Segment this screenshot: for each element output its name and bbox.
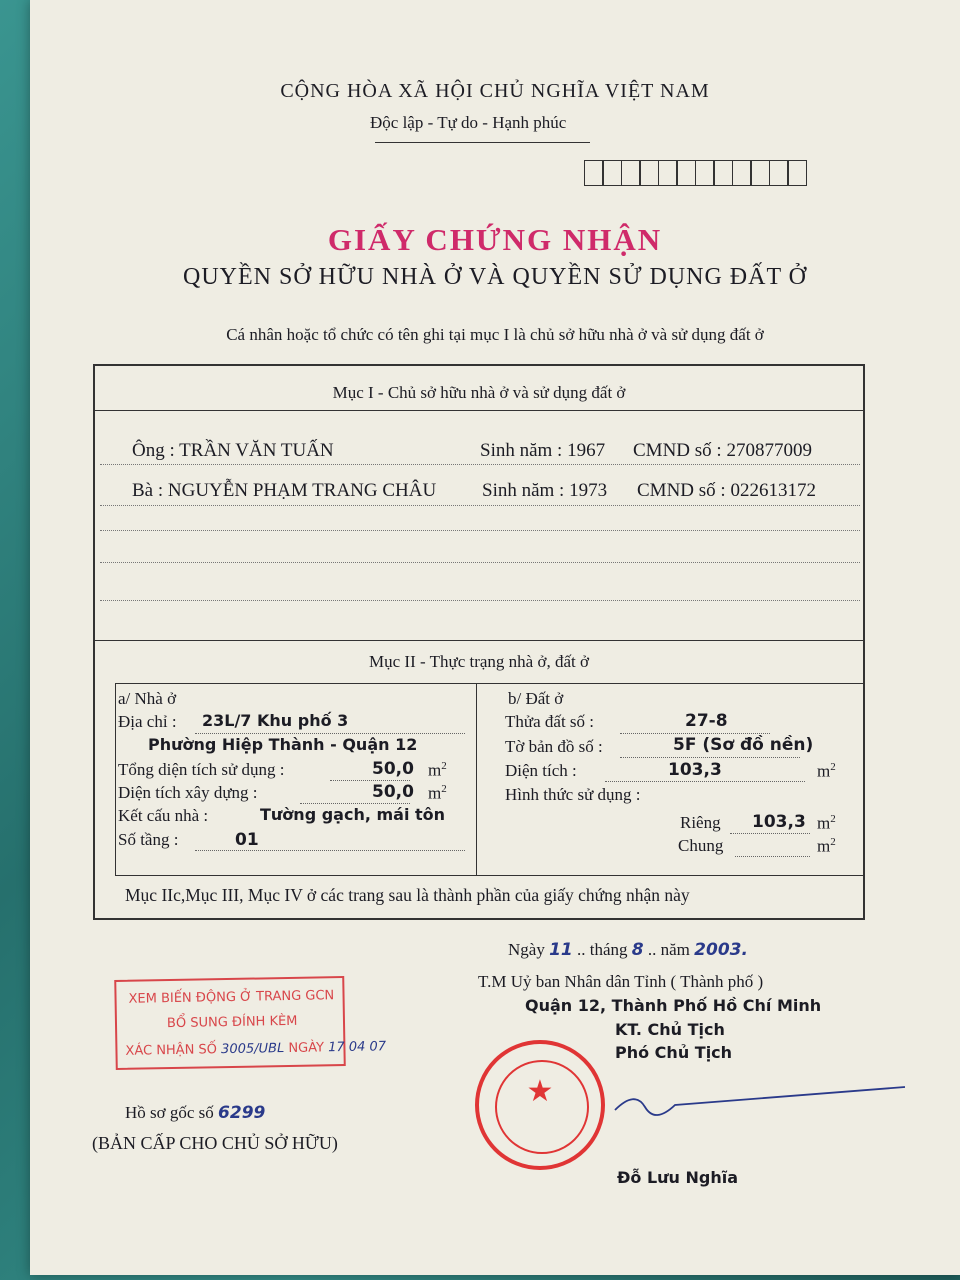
section2-heading: Mục II - Thực trạng nhà ở, đất ở	[369, 652, 589, 671]
owner-2: Bà : NGUYỄN PHẠM TRANG CHÂU	[132, 480, 437, 501]
divider	[93, 410, 865, 411]
amendment-stamp: XEM BIẾN ĐỘNG Ở TRANG GCN BỔ SUNG ĐÍNH KÈM XÁC NHẬN SỐ 3005/UBL NGÀY 17 04 07	[114, 976, 346, 1070]
owner-2-id: CMND số : 022613172	[637, 480, 816, 501]
dotted-line	[330, 780, 410, 781]
divider	[93, 640, 865, 641]
structure-value: Tường gạch, mái tôn	[260, 805, 446, 824]
national-motto: Độc lập - Tự do - Hạnh phúc	[370, 113, 567, 132]
private-unit: $m^2$	[817, 813, 836, 833]
map-value: 5F (Sơ đồ nền)	[673, 735, 814, 755]
total-area-unit: $m^2$	[428, 760, 447, 780]
land-area-unit: $m^2$	[817, 761, 836, 781]
owner-1-id: CMND số : 270877009	[633, 440, 812, 461]
motto-underline	[375, 142, 590, 143]
build-area-value: 50,0	[372, 782, 414, 802]
official-seal	[475, 1040, 605, 1170]
owner-1: Ông : TRẦN VĂN TUẤN	[132, 440, 334, 461]
dotted-line	[100, 505, 860, 506]
certificate-subtitle: QUYỀN SỞ HỮU NHÀ Ở VÀ QUYỀN SỬ DỤNG ĐẤT Ở	[182, 264, 808, 290]
signing-role1: KT. Chủ Tịch	[615, 1020, 725, 1039]
total-area-value: 50,0	[372, 759, 414, 779]
land-area-value: 103,3	[668, 760, 722, 780]
signer-name: Đỗ Lưu Nghĩa	[617, 1168, 739, 1187]
certificate-title: GIẤY CHỨNG NHẬN	[327, 222, 663, 257]
parcel-label: Thửa đất số :	[505, 712, 595, 731]
shared-unit: $m^2$	[817, 836, 836, 856]
dotted-line	[620, 757, 800, 758]
copy-note: (BẢN CẤP CHO CHỦ SỞ HỮU)	[92, 1133, 338, 1153]
land-area-label: Diện tích :	[505, 761, 577, 780]
dotted-line	[100, 464, 860, 465]
build-area-unit: $m^2$	[428, 783, 447, 803]
dotted-line	[100, 600, 860, 601]
certificate-intro: Cá nhân hoặc tổ chức có tên ghi tại mục I là chủ sở hữu nhà ở và sử dụng đất ở	[226, 325, 764, 344]
total-area-label: Tổng diện tích sử dụng :	[118, 760, 285, 779]
private-value: 103,3	[752, 812, 806, 832]
private-label: Riêng	[680, 813, 721, 832]
signing-locality: Quận 12, Thành Phố Hồ Chí Minh	[525, 996, 822, 1015]
address-line1: 23L/7 Khu phố 3	[202, 711, 349, 730]
dotted-line	[730, 833, 810, 834]
parcel-value: 27-8	[685, 711, 728, 731]
address-line2: Phường Hiệp Thành - Quận 12	[148, 735, 418, 754]
dotted-line	[100, 530, 860, 531]
dotted-line	[195, 733, 465, 734]
dotted-line	[195, 850, 465, 851]
structure-label: Kết cấu nhà :	[118, 806, 209, 825]
floors-label: Số tầng :	[118, 830, 179, 849]
usage-label: Hình thức sử dụng :	[505, 785, 641, 804]
dotted-line	[300, 803, 410, 804]
serial-number-boxes	[585, 160, 807, 186]
signing-date: Ngày 11 .. tháng 8 .. năm 2003.	[508, 940, 748, 960]
dotted-line	[100, 562, 860, 563]
floors-value: 01	[235, 830, 259, 850]
land-label: b/ Đất ở	[508, 689, 564, 708]
signing-authority: T.M Uỷ ban Nhân dân Tỉnh ( Thành phố )	[478, 972, 764, 991]
owner-1-birth: Sinh năm : 1967	[480, 440, 606, 461]
section2-divider	[476, 683, 477, 876]
shared-label: Chung	[678, 836, 724, 855]
map-label: Tờ bản đồ số :	[505, 737, 603, 756]
address-label: Địa chỉ :	[118, 712, 177, 731]
record-number: Hồ sơ gốc số 6299	[125, 1103, 266, 1123]
star-icon: ★	[526, 1075, 554, 1108]
national-title: CỘNG HÒA XÃ HỘI CHỦ NGHĨA VIỆT NAM	[280, 80, 710, 102]
signature-icon	[605, 1085, 915, 1125]
build-area-label: Diện tích xây dựng :	[118, 783, 258, 802]
house-label: a/ Nhà ở	[118, 689, 177, 708]
dotted-line	[735, 856, 810, 857]
certificate-page	[30, 0, 960, 1275]
footer-note: Mục IIc,Mục III, Mục IV ở các trang sau là thành phần của giấy chứng nhận này	[125, 885, 690, 905]
dotted-line	[620, 733, 770, 734]
section1-heading: Mục I - Chủ sở hữu nhà ở và sử dụng đất ở	[332, 383, 626, 402]
signing-role2: Phó Chủ Tịch	[615, 1043, 733, 1062]
dotted-line	[605, 781, 805, 782]
owner-2-birth: Sinh năm : 1973	[482, 480, 608, 501]
